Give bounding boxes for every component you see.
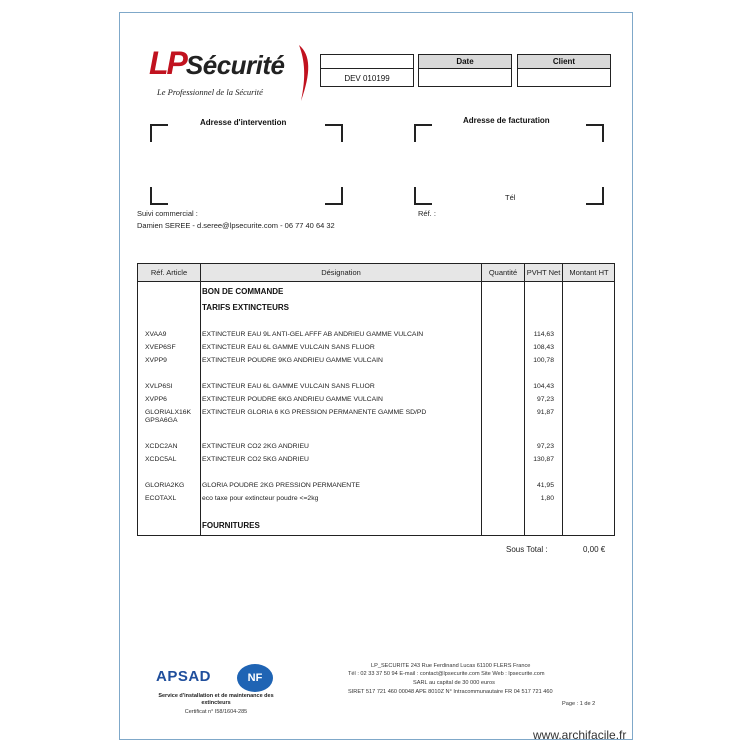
- row-designation: GLORIA POUDRE 2KG PRESSION PERMANENTE: [202, 482, 360, 489]
- row-designation: EXTINCTEUR EAU 6L GAMME VULCAIN SANS FLUOR: [202, 383, 375, 390]
- billing-corner-bl: [414, 187, 432, 205]
- footer-siret: SIRET 517 721 460 00048 APE 8010Z N° Intracommunautaire FR 04 517 721 460: [348, 689, 553, 695]
- apsad-logo: [156, 668, 211, 685]
- intervention-corner-bl: [150, 187, 168, 205]
- row-designation: EXTINCTEUR POUDRE 9KG ANDRIEU GAMME VULCAIN: [202, 357, 383, 364]
- col-divider: [481, 264, 482, 535]
- logo-wordmark: [149, 45, 285, 83]
- devis-box-head: [321, 55, 413, 69]
- footer-capital: SARL au capital de 30 000 euros: [413, 680, 495, 686]
- row-ref: XVLP6SI: [145, 383, 173, 390]
- subtotal-value: 0,00 €: [583, 545, 606, 554]
- section-bon-de-commande: BON DE COMMANDE: [202, 287, 284, 296]
- suivi-commercial-label: Suivi commercial :: [137, 209, 198, 218]
- intervention-corner-br: [325, 187, 343, 205]
- client-value: [518, 70, 610, 87]
- billing-address-title: Adresse de facturation: [463, 116, 550, 125]
- row-price: 104,43: [533, 383, 554, 390]
- section-tarifs-extincteurs: TARIFS EXTINCTEURS: [202, 303, 289, 312]
- row-price: 41,95: [536, 482, 554, 489]
- suivi-commercial-value: Damien SEREE - d.seree@lpsecurite.com - 06 77 40 64 32: [137, 221, 335, 230]
- row-price: 91,87: [536, 409, 554, 416]
- date-box: [418, 54, 512, 87]
- row-price: 1,80: [540, 495, 554, 502]
- intervention-corner-tr: [325, 124, 343, 142]
- company-logo: [149, 43, 319, 103]
- billing-corner-tr: [586, 124, 604, 142]
- apsad-service-text: Service d'installation et de maintenance des extincteurs: [158, 693, 274, 706]
- intervention-address-title: Adresse d'intervention: [200, 118, 287, 127]
- date-label: Date: [419, 55, 511, 69]
- subtotal-label: Sous Total :: [506, 545, 548, 554]
- logo-lp: LP: [149, 45, 186, 81]
- col-divider: [562, 264, 563, 535]
- page-number: Page : 1 de 2: [562, 701, 596, 707]
- row-price: 97,23: [536, 443, 554, 450]
- client-box: [517, 54, 611, 87]
- billing-corner-br: [586, 187, 604, 205]
- row-designation: EXTINCTEUR GLORIA 6 KG PRESSION PERMANENTE GAMME SD/PD: [202, 409, 427, 416]
- logo-securite: Sécurité: [185, 50, 285, 80]
- watermark-link[interactable]: www.archifacile.fr: [533, 728, 627, 742]
- row-ref: GLORIALX16K: [145, 409, 192, 416]
- header-quantity: Quantité: [488, 268, 518, 277]
- row-designation: eco taxe pour extincteur poudre <=2kg: [202, 495, 319, 502]
- client-label: Client: [518, 55, 610, 69]
- row-price: 130,87: [533, 456, 554, 463]
- devis-number: DEV 010199: [344, 74, 390, 83]
- row-ref: XVEP6SF: [145, 344, 176, 351]
- header-montant: Montant HT: [569, 268, 609, 277]
- nf-certification-badge: NF: [237, 664, 273, 692]
- date-value: [419, 70, 511, 87]
- reference-label: Réf. :: [418, 209, 436, 218]
- row-designation: EXTINCTEUR EAU 6L GAMME VULCAIN SANS FLUOR: [202, 344, 375, 351]
- logo-tagline: Le Professionnel de la Sécurité: [157, 87, 263, 97]
- row-designation: EXTINCTEUR POUDRE 6KG ANDRIEU GAMME VULCAIN: [202, 396, 383, 403]
- row-ref: XVPP9: [145, 357, 167, 364]
- row-designation: EXTINCTEUR CO2 2KG ANDRIEU: [202, 443, 309, 450]
- row-ref: ECOTAXL: [145, 495, 177, 502]
- section-fournitures: FOURNITURES: [202, 521, 260, 530]
- row-designation: EXTINCTEUR EAU 9L ANTI-GEL AFFF AB ANDRIEU GAMME VULCAIN: [202, 331, 424, 338]
- header-pvht: PVHT Net: [526, 268, 561, 277]
- apsad-wordmark: APSAD: [156, 668, 212, 685]
- header-ref: Réf. Article: [150, 268, 188, 277]
- billing-tel-label: Tél: [505, 193, 516, 202]
- row-ref-secondary: GPSA6GA: [145, 417, 178, 424]
- footer-contact: Tél : 02 33 37 50 94 E-mail : contact@lpsecurite.com Site Web : lpsecurite.com: [348, 671, 545, 677]
- row-designation: EXTINCTEUR CO2 5KG ANDRIEU: [202, 456, 309, 463]
- intervention-corner-tl: [150, 124, 168, 142]
- footer-company: LP_SECURITE 243 Rue Ferdinand Lucas 61100 FLERS France: [371, 663, 531, 669]
- devis-number-box: [320, 54, 414, 87]
- row-ref: XCDC2AN: [145, 443, 178, 450]
- row-price: 108,43: [533, 344, 554, 351]
- col-divider: [200, 264, 201, 535]
- row-ref: XCDC5AL: [145, 456, 177, 463]
- header-designation: Désignation: [321, 268, 361, 277]
- row-ref: GLORIA2KG: [145, 482, 185, 489]
- row-price: 100,78: [533, 357, 554, 364]
- row-ref: XVPP6: [145, 396, 167, 403]
- apsad-certificate: Certificat n° I58/1604-285: [184, 709, 248, 715]
- row-ref: XVAA9: [145, 331, 167, 338]
- row-price: 114,63: [533, 331, 554, 338]
- row-price: 97,23: [536, 396, 554, 403]
- billing-corner-tl: [414, 124, 432, 142]
- flame-swoosh-icon: [295, 43, 313, 103]
